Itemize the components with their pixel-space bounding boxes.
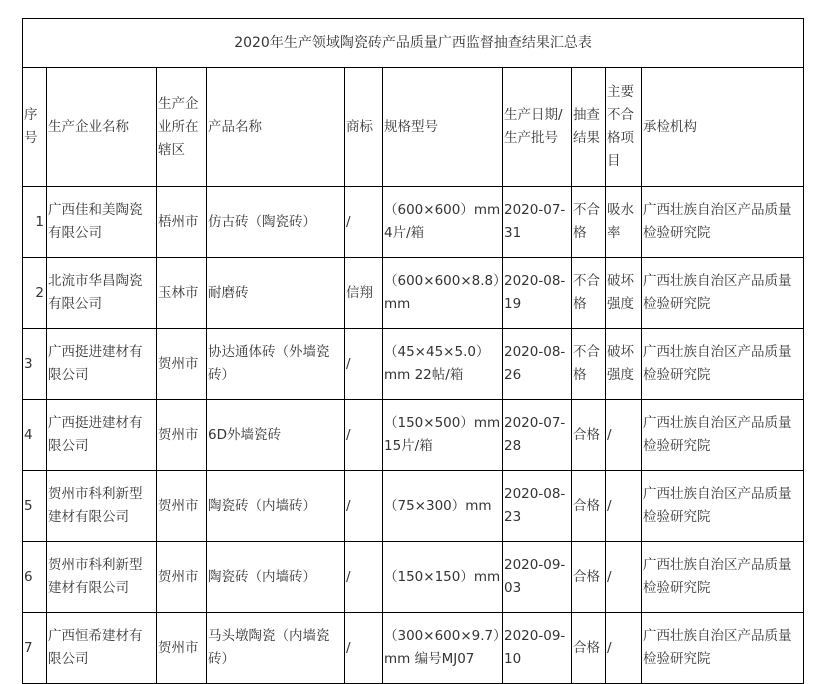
cell-date: 2020-08-23 — [503, 471, 572, 542]
header-date: 生产日期/生产批号 — [503, 68, 572, 187]
results-table — [22, 18, 804, 684]
header-brand: 商标 — [345, 68, 383, 187]
cell-seq: 5 — [23, 471, 47, 542]
cell-product: 耐磨砖 — [207, 258, 345, 329]
cell-product: 陶瓷砖（内墙砖） — [207, 471, 345, 542]
cell-result: 不合格 — [572, 329, 606, 400]
header-row — [23, 68, 804, 187]
cell-date: 2020-09-10 — [503, 613, 572, 684]
header-spec: 规格型号 — [383, 68, 503, 187]
header-company: 生产企业名称 — [47, 68, 157, 187]
header-region: 生产企业所在辖区 — [157, 68, 207, 187]
table-row — [23, 187, 804, 258]
cell-failed-items: 破坏强度 — [606, 329, 642, 400]
cell-agency: 广西壮族自治区产品质量检验研究院 — [642, 258, 804, 329]
table-row — [23, 542, 804, 613]
cell-spec: （300×600×9.7）mm 编号MJ07 — [383, 613, 503, 684]
cell-product: 马头墩陶瓷（内墙瓷砖） — [207, 613, 345, 684]
cell-failed-items: / — [606, 542, 642, 613]
cell-failed-items: / — [606, 400, 642, 471]
cell-region: 贺州市 — [157, 613, 207, 684]
cell-brand: / — [345, 187, 383, 258]
cell-agency: 广西壮族自治区产品质量检验研究院 — [642, 187, 804, 258]
cell-product: 陶瓷砖（内墙砖） — [207, 542, 345, 613]
cell-company: 北流市华昌陶瓷有限公司 — [47, 258, 157, 329]
cell-region: 贺州市 — [157, 400, 207, 471]
header-result: 抽查结果 — [572, 68, 606, 187]
cell-failed-items: / — [606, 471, 642, 542]
cell-result: 合格 — [572, 613, 606, 684]
title-row — [23, 19, 804, 68]
cell-company: 广西佳和美陶瓷有限公司 — [47, 187, 157, 258]
table-row — [23, 400, 804, 471]
cell-brand: / — [345, 400, 383, 471]
cell-region: 玉林市 — [157, 258, 207, 329]
cell-spec: （600×600）mm 4片/箱 — [383, 187, 503, 258]
table-row — [23, 613, 804, 684]
header-failed-items: 主要不合格项目 — [606, 68, 642, 187]
cell-date: 2020-08-26 — [503, 329, 572, 400]
cell-spec: （600×600×8.8）mm — [383, 258, 503, 329]
cell-product: 仿古砖（陶瓷砖） — [207, 187, 345, 258]
cell-product: 协达通体砖（外墙瓷砖） — [207, 329, 345, 400]
cell-seq: 3 — [23, 329, 47, 400]
cell-agency: 广西壮族自治区产品质量检验研究院 — [642, 471, 804, 542]
cell-region: 贺州市 — [157, 471, 207, 542]
cell-company: 广西恒希建材有限公司 — [47, 613, 157, 684]
cell-company: 广西挺进建材有限公司 — [47, 329, 157, 400]
cell-spec: （45×45×5.0）mm 22帖/箱 — [383, 329, 503, 400]
cell-seq: 2 — [23, 258, 47, 329]
cell-seq: 7 — [23, 613, 47, 684]
cell-result: 合格 — [572, 542, 606, 613]
cell-result: 不合格 — [572, 187, 606, 258]
cell-brand: / — [345, 471, 383, 542]
cell-failed-items: / — [606, 613, 642, 684]
cell-failed-items: 吸水率 — [606, 187, 642, 258]
header-seq: 序号 — [23, 68, 47, 187]
header-agency: 承检机构 — [642, 68, 804, 187]
cell-agency: 广西壮族自治区产品质量检验研究院 — [642, 329, 804, 400]
cell-agency: 广西壮族自治区产品质量检验研究院 — [642, 400, 804, 471]
table-row — [23, 329, 804, 400]
cell-brand: 信翔 — [345, 258, 383, 329]
cell-result: 不合格 — [572, 258, 606, 329]
cell-region: 贺州市 — [157, 329, 207, 400]
cell-brand: / — [345, 542, 383, 613]
cell-region: 梧州市 — [157, 187, 207, 258]
cell-company: 贺州市科利新型建材有限公司 — [47, 471, 157, 542]
cell-date: 2020-07-28 — [503, 400, 572, 471]
cell-seq: 6 — [23, 542, 47, 613]
cell-spec: （75×300）mm — [383, 471, 503, 542]
cell-brand: / — [345, 329, 383, 400]
table-row — [23, 258, 804, 329]
cell-date: 2020-09-03 — [503, 542, 572, 613]
table-row — [23, 471, 804, 542]
cell-spec: （150×150）mm — [383, 542, 503, 613]
cell-region: 贺州市 — [157, 542, 207, 613]
cell-seq: 4 — [23, 400, 47, 471]
cell-result: 合格 — [572, 400, 606, 471]
cell-company: 贺州市科利新型建材有限公司 — [47, 542, 157, 613]
cell-result: 合格 — [572, 471, 606, 542]
header-product: 产品名称 — [207, 68, 345, 187]
cell-spec: （150×500）mm 15片/箱 — [383, 400, 503, 471]
cell-date: 2020-08-19 — [503, 258, 572, 329]
cell-product: 6D外墙瓷砖 — [207, 400, 345, 471]
cell-company: 广西挺进建材有限公司 — [47, 400, 157, 471]
table-title: 2020年生产领域陶瓷砖产品质量广西监督抽查结果汇总表 — [23, 19, 804, 68]
cell-brand: / — [345, 613, 383, 684]
results-table-container — [22, 18, 803, 684]
cell-seq: 1 — [23, 187, 47, 258]
cell-agency: 广西壮族自治区产品质量检验研究院 — [642, 613, 804, 684]
cell-failed-items: 破坏强度 — [606, 258, 642, 329]
cell-agency: 广西壮族自治区产品质量检验研究院 — [642, 542, 804, 613]
cell-date: 2020-07-31 — [503, 187, 572, 258]
